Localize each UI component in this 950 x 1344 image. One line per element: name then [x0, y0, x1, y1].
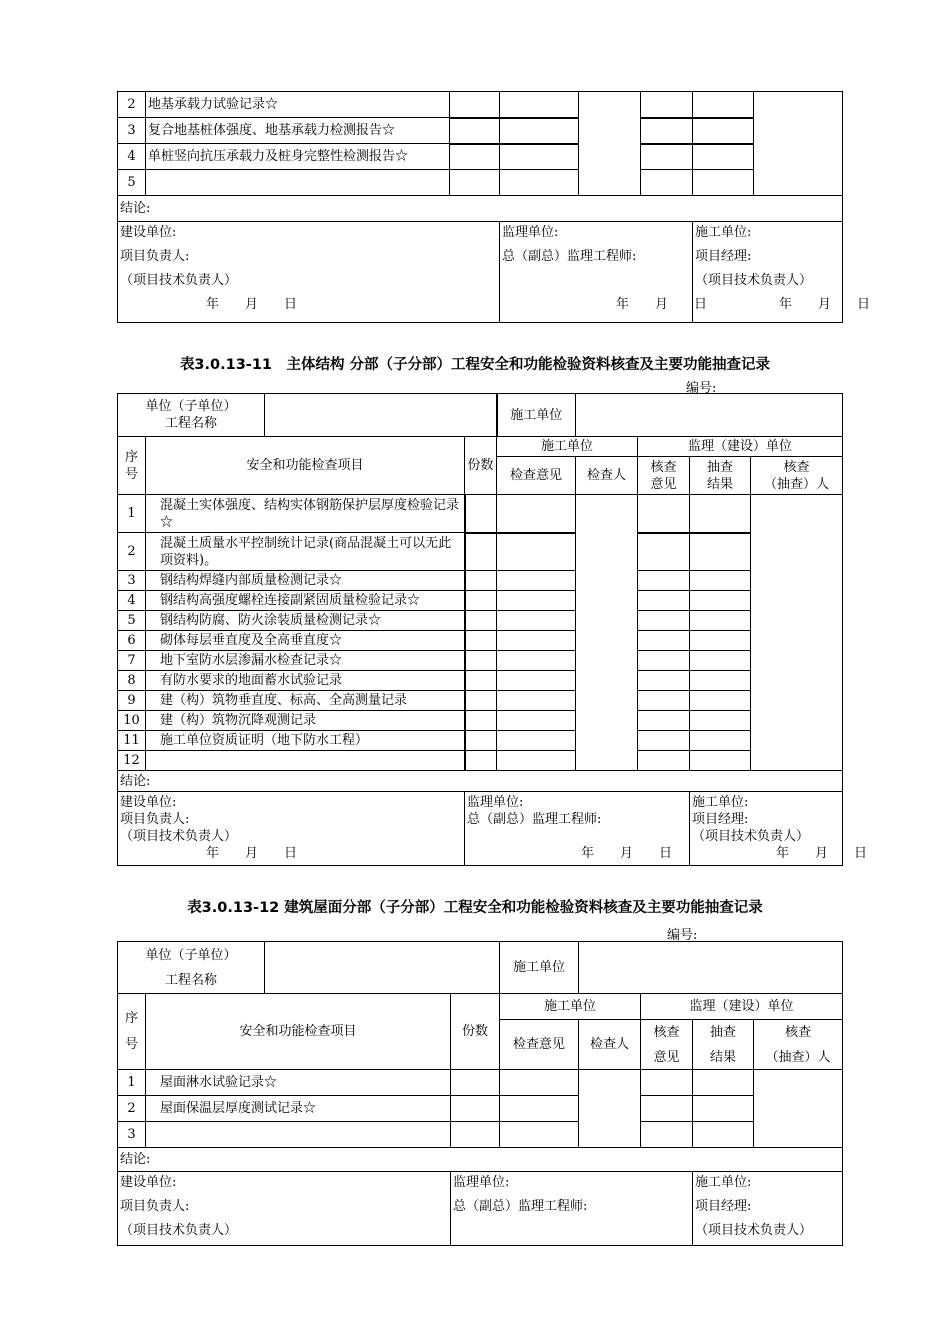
row-number: 4 [118, 591, 146, 611]
date-line: 年 月 日 [206, 846, 298, 861]
build-unit-sign: 建设单位: 项目负责人: （项目技术负责人） 年 月 日 [118, 792, 465, 866]
supervise-unit-sign: 监理单位: 总（副总）监理工程师: 年 月 日 [500, 222, 693, 323]
row-item: 有防水要求的地面蓄水试验记录 [146, 671, 465, 691]
construct-unit-value [576, 394, 843, 437]
row-number: 3 [118, 1122, 146, 1148]
table12-title: 表3.0.13-12 建筑屋面分部（子分部）工程安全和功能检验资料核查及主要功能抽查记录 [187, 900, 763, 916]
unit-name-label: 单位（子单位） 工程名称 [118, 942, 265, 994]
checker-header: 检查人 [579, 1020, 641, 1070]
row-number: 9 [118, 691, 146, 711]
date-line: 年 月 日 [776, 846, 868, 861]
check-opinion-header: 检查意见 [500, 1020, 579, 1070]
row-number: 12 [118, 751, 146, 771]
date-line: 年 月 日 [206, 297, 298, 312]
row-item: 地基承载力试验记录☆ [146, 92, 450, 118]
row-item [146, 1122, 451, 1148]
unit-name-value [265, 942, 500, 994]
row-number: 2 [118, 533, 146, 571]
table-row [118, 1096, 843, 1122]
seq-header: 序 号 [118, 437, 146, 495]
row-item: 复合地基桩体强度、地基承载力检测报告☆ [146, 118, 450, 144]
table-row [118, 611, 843, 631]
item-header: 安全和功能检查项目 [146, 994, 451, 1070]
row-number: 5 [118, 170, 146, 196]
copies-header: 份数 [465, 437, 497, 495]
conclusion-label: 结论: [118, 1148, 843, 1172]
construct-unit-sign: 施工单位: 项目经理: （项目技术负责人） [693, 1172, 843, 1246]
table-row [118, 170, 843, 196]
row-number: 3 [118, 118, 146, 144]
construct-unit-sign: 施工单位: 项目经理: （项目技术负责人） 年 月 日 [690, 792, 843, 866]
check-opinion-header: 检查意见 [497, 457, 576, 495]
table11 [117, 393, 868, 866]
construct-header: 施工单位 [500, 994, 641, 1020]
construct-unit-label: 施工单位 [497, 394, 576, 437]
table-row [118, 711, 843, 731]
table-row [118, 92, 843, 118]
row-number: 10 [118, 711, 146, 731]
row-item: 屋面淋水试验记录☆ [146, 1070, 451, 1096]
conclusion-label: 结论: [118, 771, 843, 792]
row-number: 1 [118, 495, 146, 533]
checker-header: 检查人 [576, 457, 638, 495]
table12 [117, 941, 843, 1246]
row-item: 钢结构焊缝内部质量检测记录☆ [146, 571, 465, 591]
table-row [118, 1070, 843, 1096]
table-row [118, 591, 843, 611]
copies-header: 份数 [451, 994, 500, 1070]
supervise-header: 监理（建设）单位 [638, 437, 843, 457]
row-number: 8 [118, 671, 146, 691]
date-line: 年 月 日 [581, 846, 673, 861]
row-item: 建（构）筑物垂直度、标高、全高测量记录 [146, 691, 465, 711]
item-header: 安全和功能检查项目 [146, 437, 465, 495]
construct-header: 施工单位 [497, 437, 638, 457]
table-row [118, 1122, 843, 1148]
row-item: 钢结构防腐、防火涂装质量检测记录☆ [146, 611, 465, 631]
row-item: 混凝土实体强度、结构实体钢筋保护层厚度检验记录☆ [146, 495, 465, 533]
construct-unit-label: 施工单位 [500, 942, 579, 994]
conclusion-label: 结论: [118, 196, 843, 222]
row-item [146, 170, 450, 196]
row-number: 4 [118, 144, 146, 170]
row-number: 11 [118, 731, 146, 751]
table-row [118, 495, 843, 533]
row-number: 1 [118, 1070, 146, 1096]
row-number: 6 [118, 631, 146, 651]
row-item: 建（构）筑物沉降观测记录 [146, 711, 465, 731]
table-row [118, 118, 843, 144]
table-row [118, 533, 843, 571]
unit-name-label: 单位（子单位） 工程名称 [118, 394, 265, 437]
table-row [118, 631, 843, 651]
row-item [146, 751, 465, 771]
table-row [118, 751, 843, 771]
top-table [117, 91, 871, 323]
date-line: 年 月 日 [779, 297, 871, 312]
row-number: 3 [118, 571, 146, 591]
seq-header: 序 号 [118, 994, 146, 1070]
unit-name-value [265, 394, 497, 437]
row-item: 施工单位资质证明（地下防水工程） [146, 731, 465, 751]
date-line: 年 月 日 [616, 297, 708, 312]
row-item: 单桩竖向抗压承载力及桩身完整性检测报告☆ [146, 144, 450, 170]
row-item: 混凝土质量水平控制统计记录(商品混凝土可以无此项资料)。 [146, 533, 465, 571]
verifier-header: 核查 （抽查）人 [754, 1020, 843, 1070]
sample-result-header: 抽查 结果 [690, 457, 751, 495]
sample-result-header: 抽查 结果 [693, 1020, 754, 1070]
table-row [118, 691, 843, 711]
row-item: 屋面保温层厚度测试记录☆ [146, 1096, 451, 1122]
row-item: 地下室防水层渗漏水检查记录☆ [146, 651, 465, 671]
table11-code-label: 编号: [686, 381, 717, 396]
construct-unit-value [579, 942, 843, 994]
row-number: 5 [118, 611, 146, 631]
row-number: 2 [118, 1096, 146, 1122]
build-unit-sign: 建设单位: 项目负责人: （项目技术负责人） 年 月 日 [118, 222, 500, 323]
supervise-unit-sign: 监理单位: 总（副总）监理工程师: 年 月 日 [465, 792, 690, 866]
row-number: 7 [118, 651, 146, 671]
supervise-header: 监理（建设）单位 [641, 994, 843, 1020]
table-row [118, 571, 843, 591]
verifier-header: 核查 （抽查）人 [751, 457, 843, 495]
table12-code-label: 编号: [667, 928, 698, 943]
supervise-unit-sign: 监理单位: 总（副总）监理工程师: [451, 1172, 693, 1246]
build-unit-sign: 建设单位: 项目负责人: （项目技术负责人） [118, 1172, 451, 1246]
table-row [118, 144, 843, 170]
table11-title: 表3.0.13-11 主体结构 分部（子分部）工程安全和功能检验资料核查及主要功能抽查记录 [179, 357, 771, 373]
row-item: 砌体每层垂直度及全高垂直度☆ [146, 631, 465, 651]
construct-unit-sign: 施工单位: 项目经理: （项目技术负责人） 年 月 日 [693, 222, 843, 323]
table-row [118, 651, 843, 671]
verify-opinion-header: 核查 意见 [638, 457, 690, 495]
table-row [118, 671, 843, 691]
table-row [118, 731, 843, 751]
row-item: 钢结构高强度螺栓连接副紧固质量检验记录☆ [146, 591, 465, 611]
row-number: 2 [118, 92, 146, 118]
verify-opinion-header: 核查 意见 [641, 1020, 693, 1070]
